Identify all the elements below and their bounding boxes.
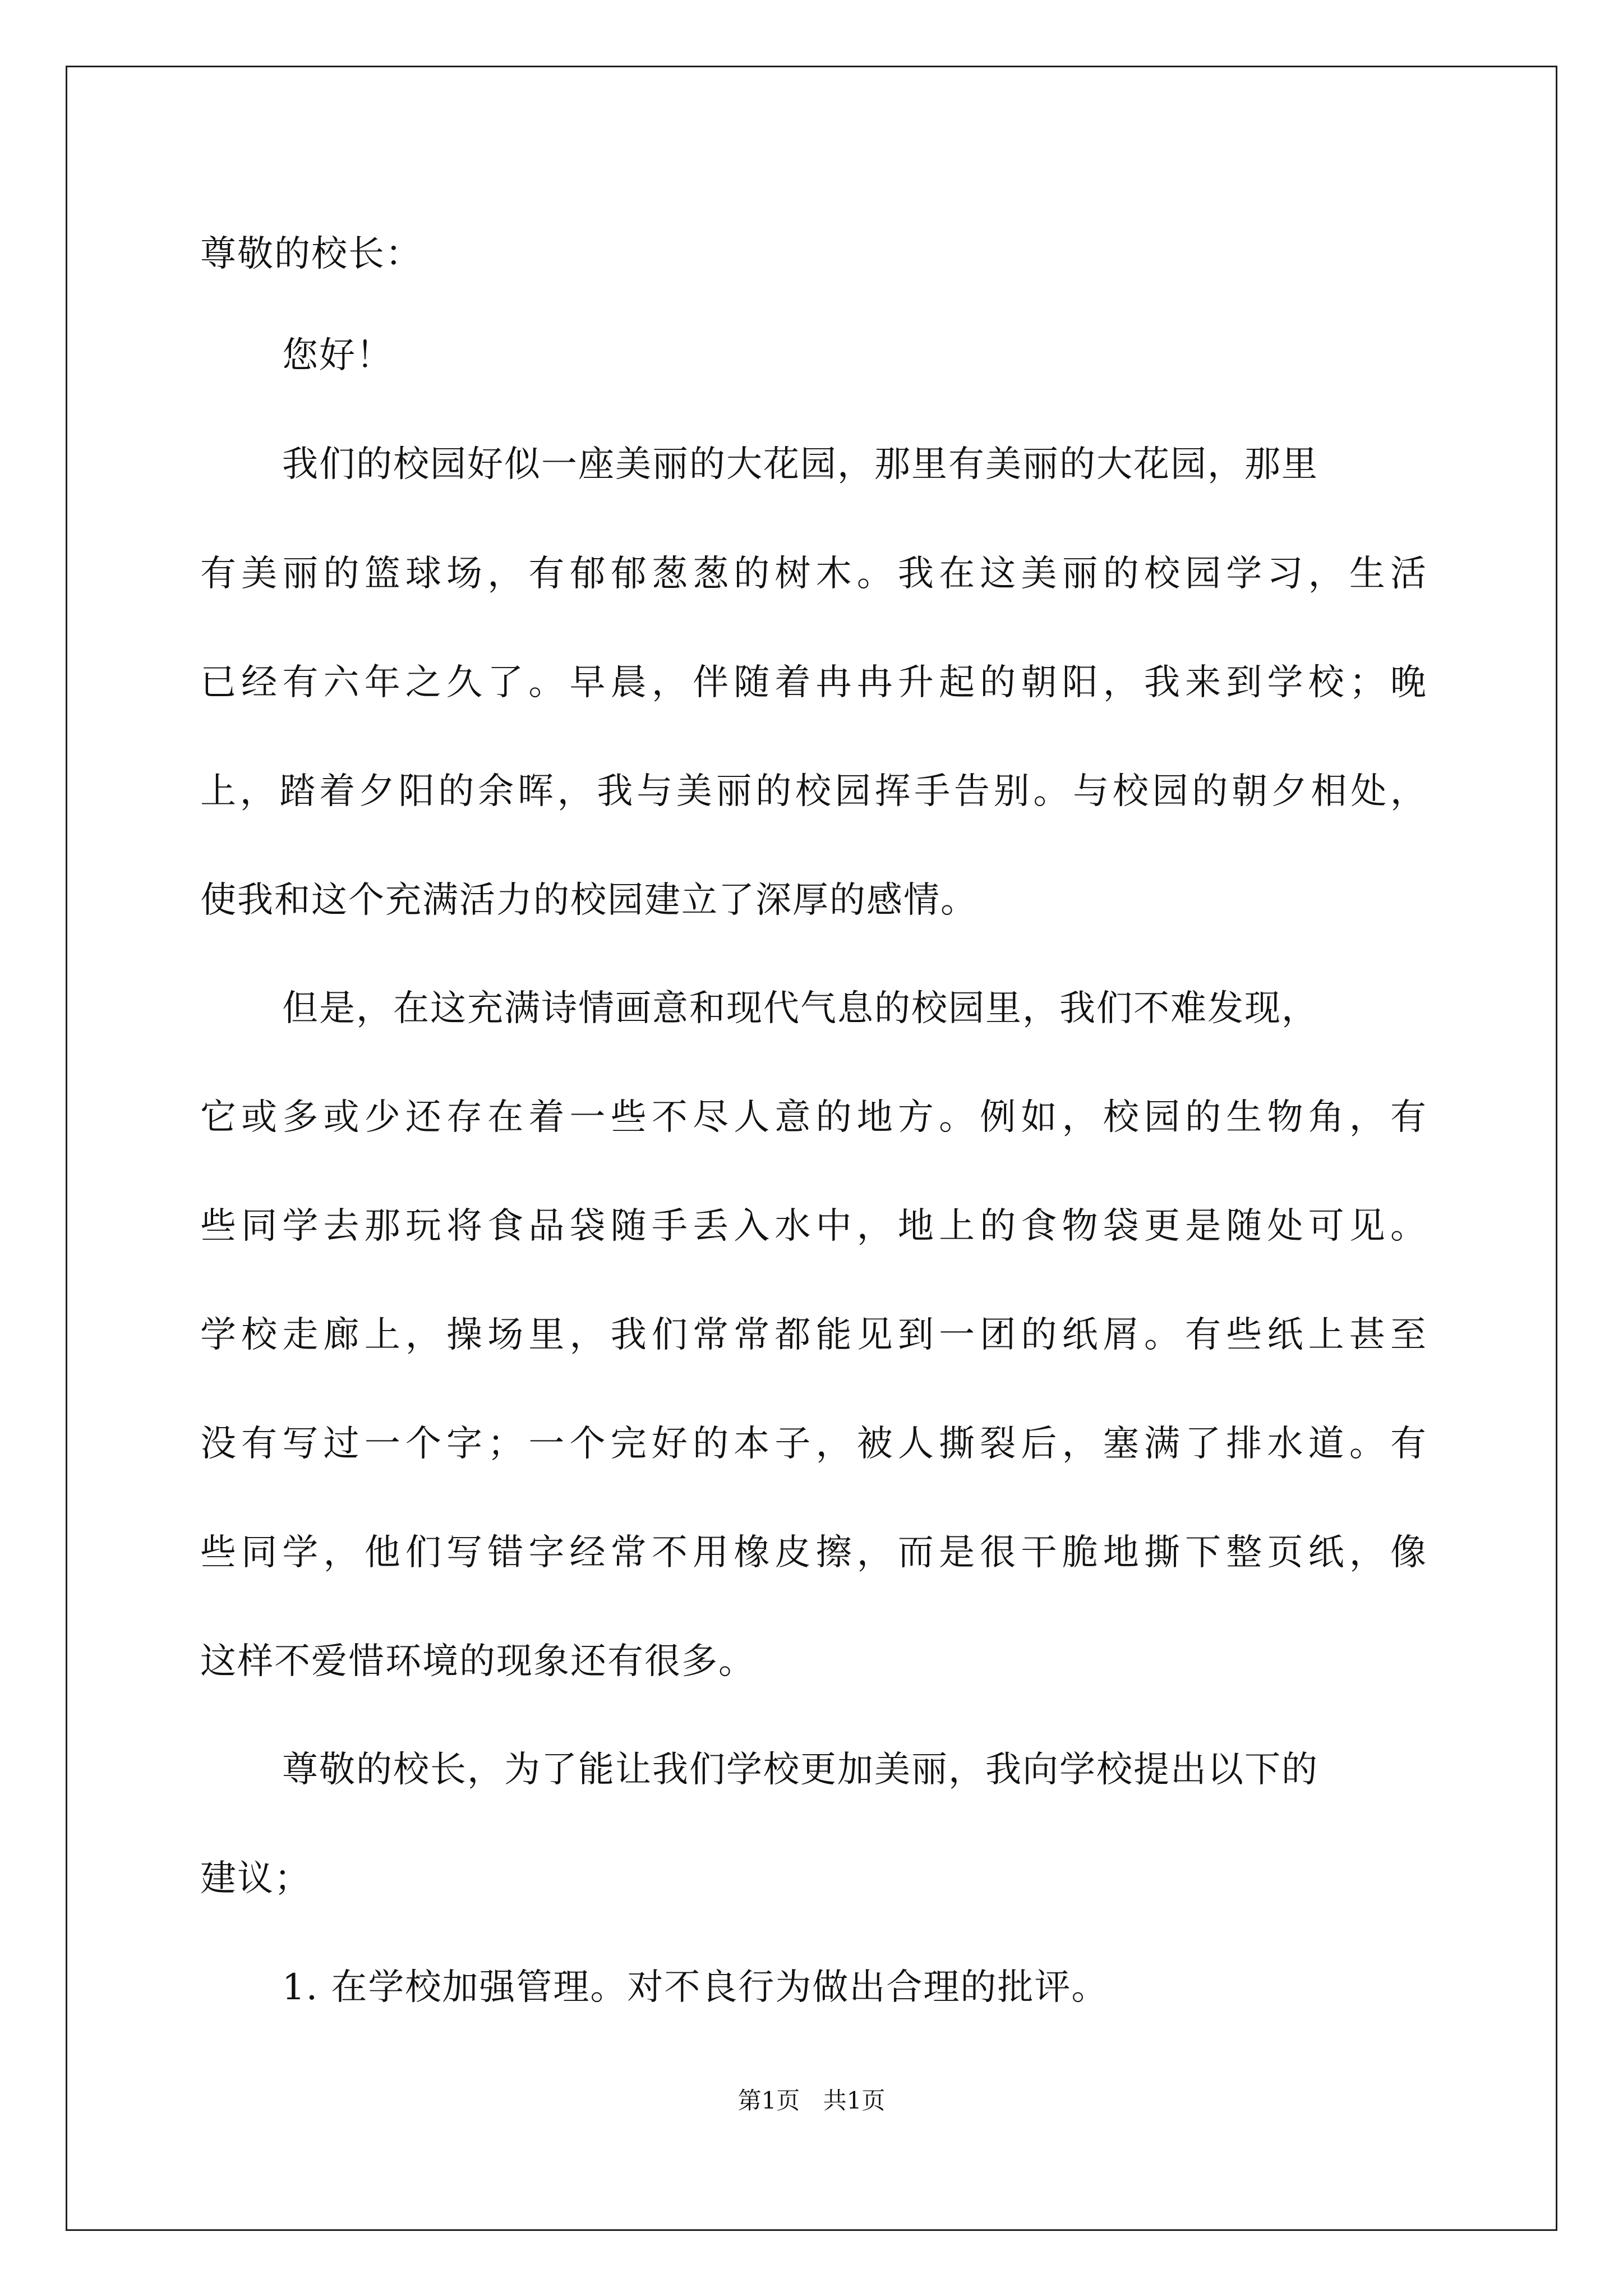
paragraph-2-line-7: 这样不爱惜环境的现象还有很多。 — [200, 1641, 755, 1682]
paragraph-2-line-3: 些同学去那玩将食品袋随手丢入水中，地上的食物袋更是随处可见。 — [200, 1205, 1427, 1247]
paragraph-2-line-6: 些同学，他们写错字经常不用橡皮擦，而是很干脆地撕下整页纸，像 — [200, 1532, 1427, 1573]
page-total: 共1页 — [823, 2087, 886, 2114]
suggestion-item-1: 1. 在学校加强管理。对不良行为做出合理的批评。 — [282, 1967, 1109, 2008]
paragraph-1-line-3: 已经有六年之久了。早晨，伴随着冉冉升起的朝阳，我来到学校；晚 — [200, 662, 1427, 703]
paragraph-1-line-1: 我们的校园好似一座美丽的大花园，那里有美丽的大花园，那里 — [282, 444, 1318, 485]
paragraph-1-line-5: 使我和这个充满活力的校园建立了深厚的感情。 — [200, 880, 978, 921]
paragraph-1-line-4: 上，踏着夕阳的余晖，我与美丽的校园挥手告别。与校园的朝夕相处， — [200, 771, 1427, 812]
paragraph-2-line-5: 没有写过一个字；一个完好的本子，被人撕裂后，塞满了排水道。有 — [200, 1423, 1427, 1465]
page-number: 第1页 — [737, 2087, 800, 2114]
paragraph-2-line-2: 它或多或少还存在着一些不尽人意的地方。例如，校园的生物角，有 — [200, 1097, 1427, 1138]
paragraph-2-line-1: 但是，在这充满诗情画意和现代气息的校园里，我们不难发现， — [282, 988, 1318, 1029]
page-border — [66, 66, 1557, 2231]
paragraph-1-line-2: 有美丽的篮球场，有郁郁葱葱的树木。我在这美丽的校园学习，生活 — [200, 553, 1427, 595]
greeting: 您好！ — [282, 335, 393, 376]
paragraph-2-line-4: 学校走廊上，操场里，我们常常都能见到一团的纸屑。有些纸上甚至 — [200, 1314, 1427, 1356]
paragraph-3-line-1: 尊敬的校长，为了能让我们学校更加美丽，我向学校提出以下的 — [282, 1749, 1318, 1791]
paragraph-3-line-2: 建议； — [200, 1858, 311, 1899]
page-footer — [0, 2084, 1623, 2118]
salutation: 尊敬的校长： — [200, 233, 422, 275]
